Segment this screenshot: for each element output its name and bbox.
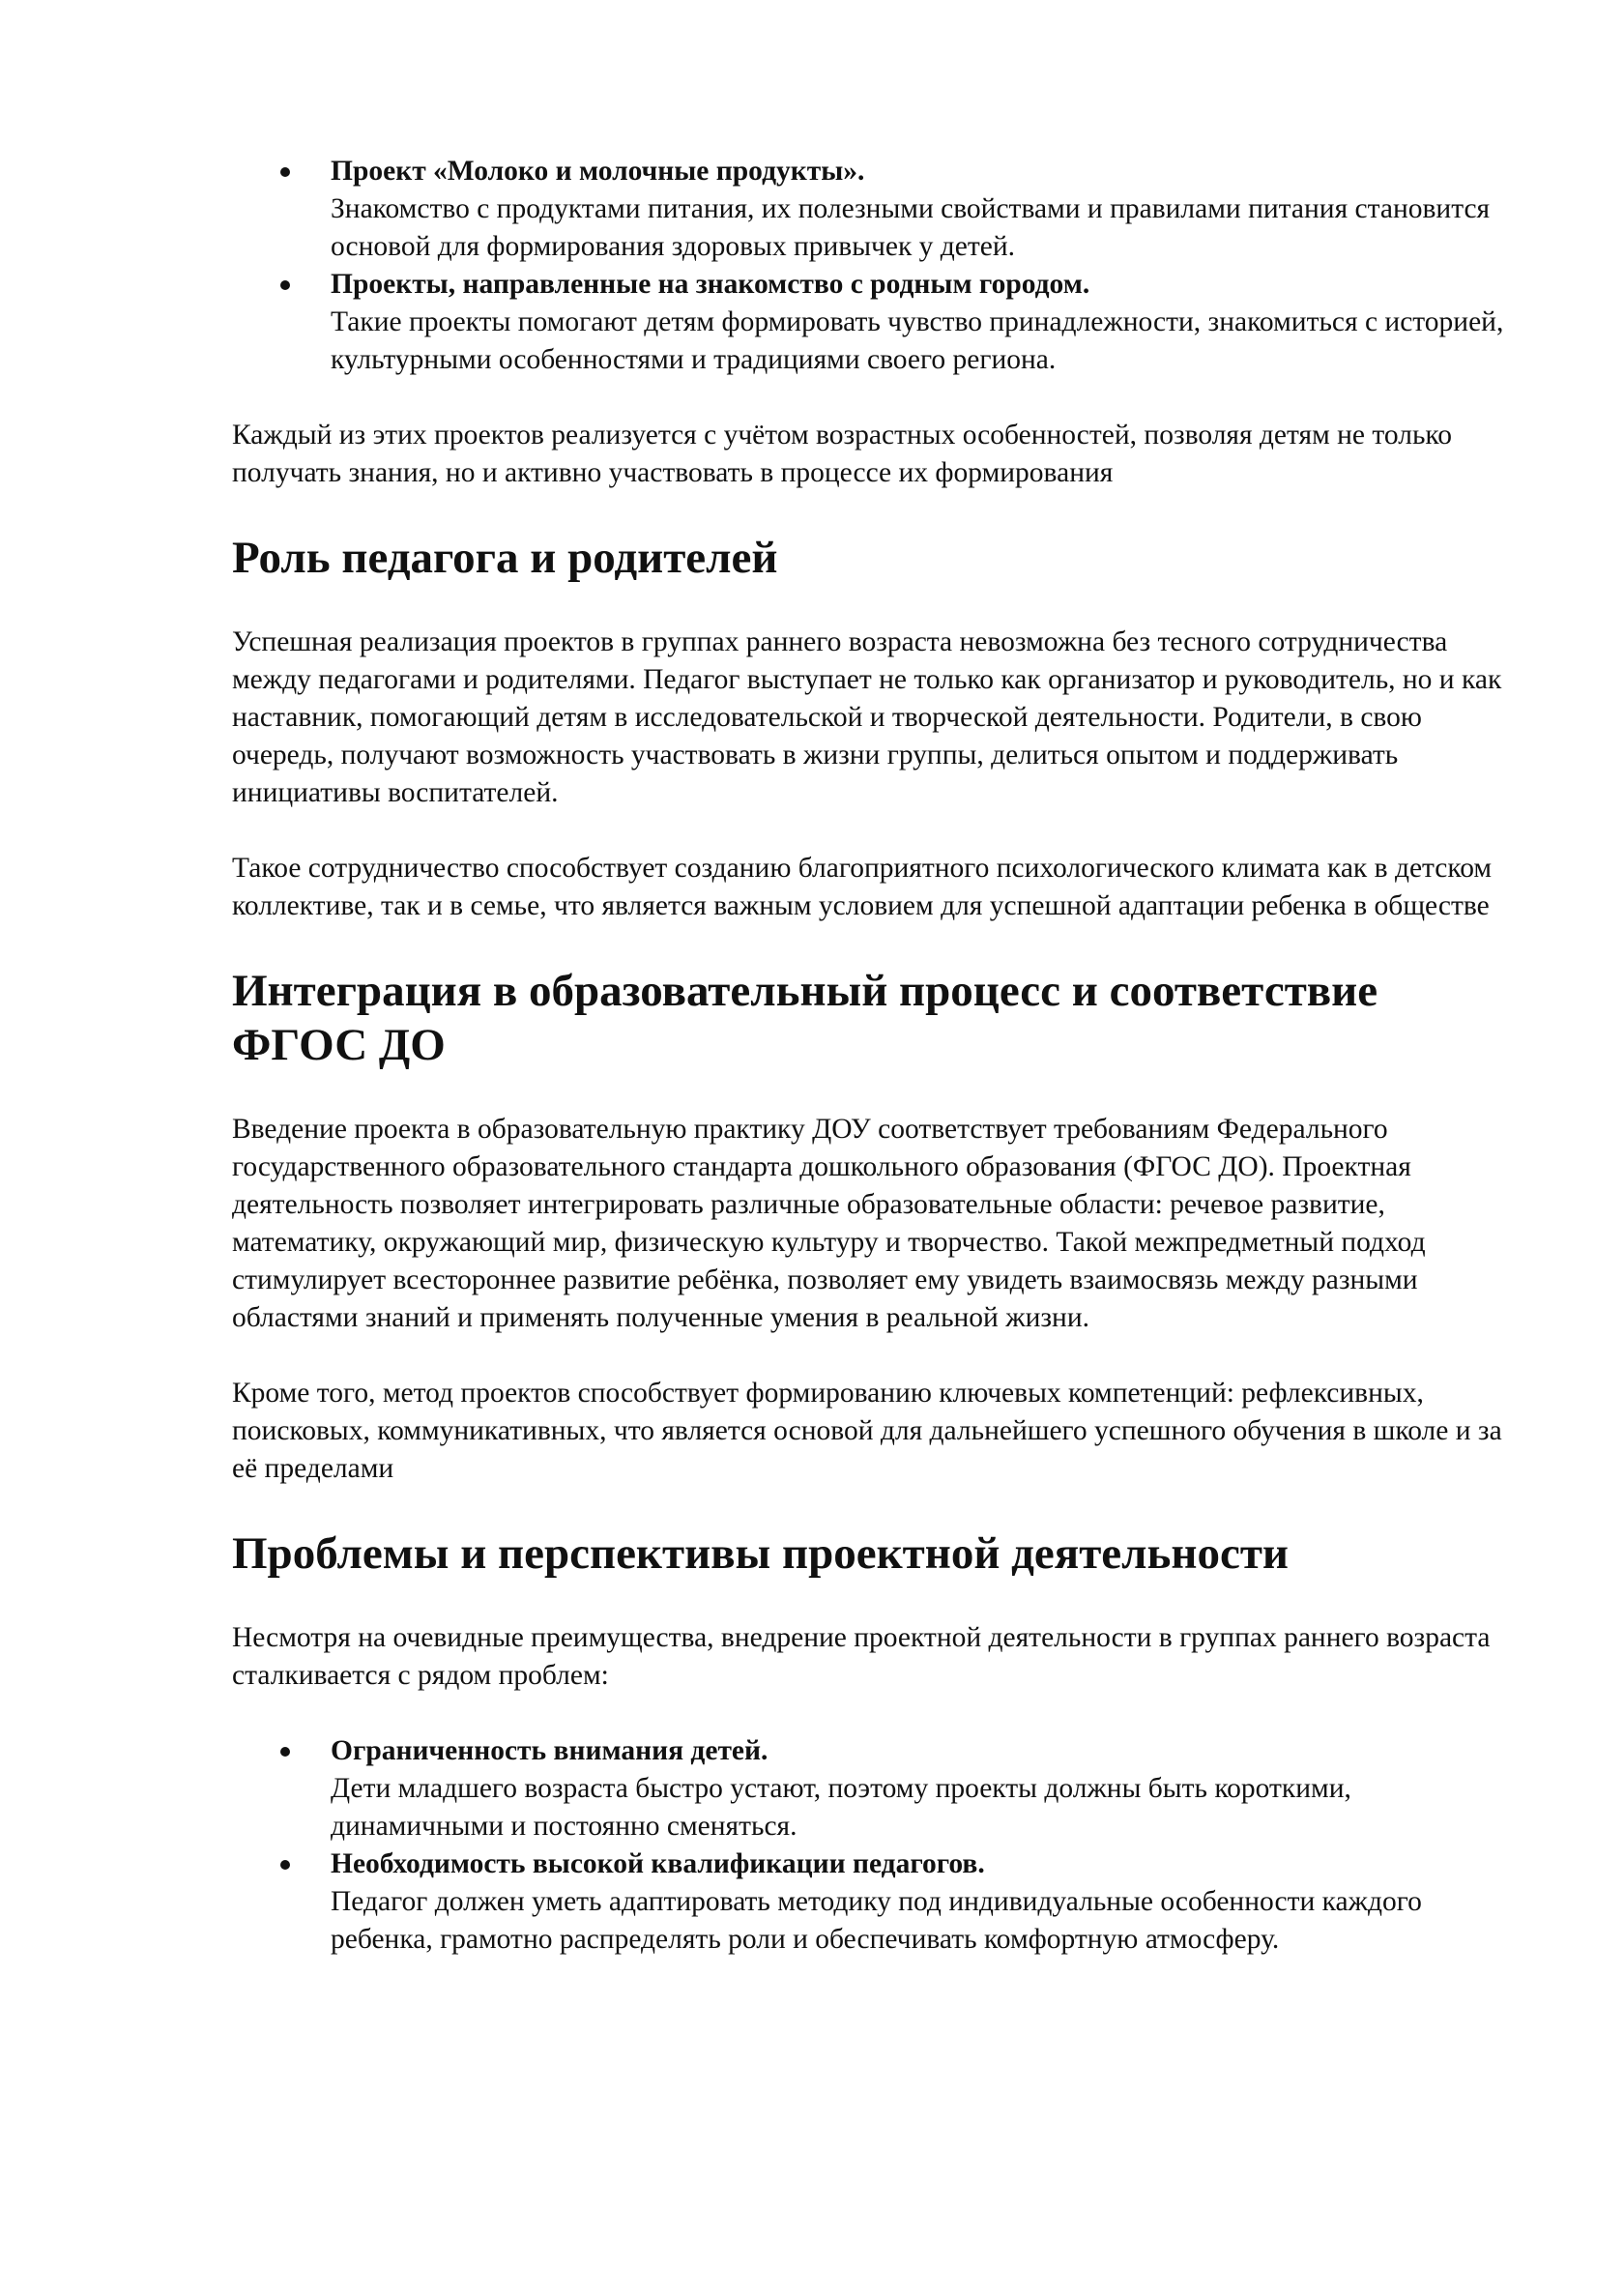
paragraph: Такое сотрудничество способствует созданию благоприятного психологического климата как в детском коллективе, так и в семье, что является важным условием для успешной адаптации ребенка в обществе [232,853,1493,921]
list-item-text: Знакомство с продуктами питания, их полезными свойствами и правилами питания становится основой для формирования здоровых привычек у детей. [331,193,1491,262]
bullet-icon [280,1860,290,1870]
list-item-title: Необходимость высокой квалификации педагогов. [331,1848,985,1879]
paragraph: Успешная реализация проектов в группах раннего возраста невозможна без тесного сотрудничества между педагогами и родителями. Педагог выступает не только как организатор и руководитель, но и как наставник, помогающий детям в исследовательской и творческой деятельности. Родители, в свою очередь, получают возможность участвовать в жизни группы, делиться опытом и поддерживать инициативы воспитателей. [232,626,1502,808]
list-item [331,266,1518,379]
problems-list [232,1732,1518,1959]
bullet-icon [280,1747,290,1757]
list-item-title: Ограниченность внимания детей. [331,1735,768,1766]
section-heading-integration: Интеграция в образовательный процесс и соответствие ФГОС ДО [232,966,1378,1070]
list-item-text: Дети младшего возраста быстро устают, поэтому проекты должны быть короткими, динамичными и постоянно сменяться. [331,1773,1351,1842]
paragraph: Несмотря на очевидные преимущества, внедрение проектной деятельности в группах раннего возраста сталкивается с рядом проблем: [232,1622,1491,1691]
bullet-icon [280,280,290,290]
paragraph: Введение проекта в образовательную практику ДОУ соответствует требованиям Федерального государственного образовательного стандарта дошкольного образования (ФГОС ДО). Проектная деятельность позволяет интегрировать различные образовательные области: речевое развитие, математику, окружающий мир, физическую культуру и творчество. Такой межпредметный подход стимулирует всестороннее развитие ребёнка, позволяет ему увидеть взаимосвязь между разными областями знаний и применять полученные умения в реальной жизни. [232,1114,1426,1333]
paragraph: Кроме того, метод проектов способствует формированию ключевых компетенций: рефлексивных, поисковых, коммуникативных, что является основой для дальнейшего успешного обучения в школе и за её пределами [232,1378,1502,1484]
document-content [232,153,1518,1959]
list-item-text: Такие проекты помогают детям формировать чувство принадлежности, знакомиться с историей, культурными особенностями и традициями своего региона. [331,306,1504,375]
list-item [331,153,1518,266]
list-item-title: Проект «Молоко и молочные продукты». [331,156,865,187]
bullet-icon [280,167,290,177]
list-item-text: Педагог должен уметь адаптировать методику под индивидуальные особенности каждого ребенка, грамотно распределять роли и обеспечивать комфортную атмосферу. [331,1886,1422,1955]
section-heading-role: Роль педагога и родителей [232,533,778,583]
paragraph: Каждый из этих проектов реализуется с учётом возрастных особенностей, позволяя детям не только получать знания, но и активно участвовать в процессе их формирования [232,420,1453,488]
list-item [331,1846,1518,1959]
list-item [331,1732,1518,1846]
list-item-title: Проекты, направленные на знакомство с родным городом. [331,269,1090,300]
project-list [232,153,1518,379]
section-heading-problems: Проблемы и перспективы проектной деятельности [232,1528,1290,1579]
